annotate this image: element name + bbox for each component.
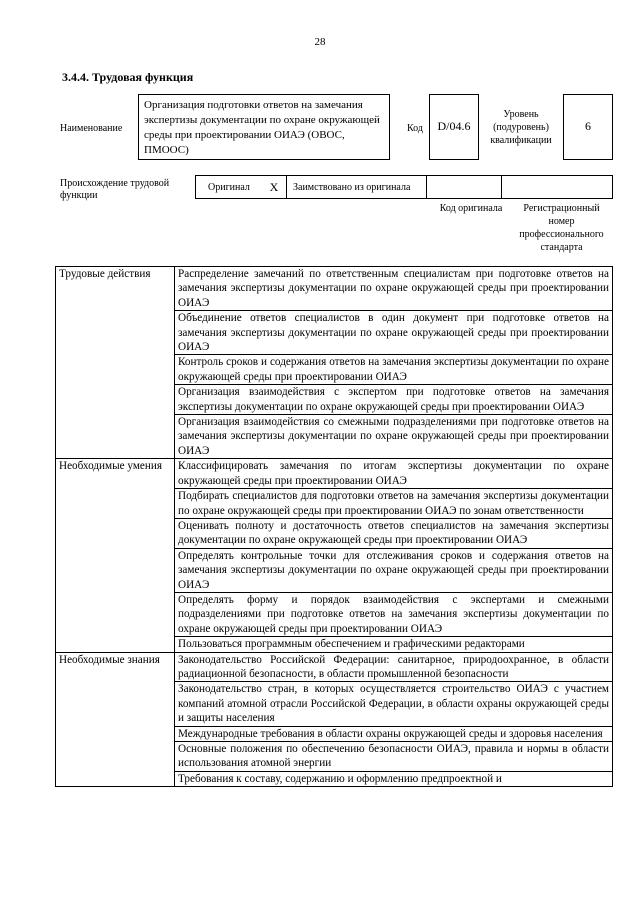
item-cell: Классифицировать замечания по итогам экспертизы документации по охране окружающей среды при проектировании ОИАЭ [175,459,613,489]
origin-reg-cell [501,175,613,199]
item-cell: Объединение ответов специалистов в один документ при подготовке ответов на замечания экспертизы документации по охране окружающей среды при проектировании ОИАЭ [175,311,613,355]
name-label: Наименование [60,123,123,134]
code-original-caption: Код оригинала [439,203,503,214]
item-cell: Подбирать специалистов для подготовки ответов на замечания экспертизы документации по охране окружающей среды при проектировании ОИАЭ по зонам ответственности [175,489,613,519]
item-cell: Международные требования в области охраны окружающей среды и здоровья населения [175,726,613,741]
code-value: D/04.6 [429,94,479,160]
table-row [56,652,613,682]
category-cell: Необходимые умения [56,459,175,652]
item-cell: Законодательство Российской Федерации: санитарное, природоохранное, в области радиационной безопасности, в области промышленной безопасности [175,652,613,682]
item-cell: Распределение замечаний по ответственным специалистам при подготовке ответов на замечания экспертизы документации по охране окружающей среды при проектировании ОИАЭ [175,267,613,311]
origin-mark: X [262,175,286,199]
origin-row [195,175,613,199]
item-cell: Требования к составу, содержанию и оформлению предпроектной и [175,771,613,786]
item-cell: Определять контрольные точки для отслеживания сроков и содержания ответов на замечания экспертизы документации по охране окружающей среды при проектировании ОИАЭ [175,548,613,592]
origin-code-cell [426,175,501,199]
item-cell: Оценивать полноту и достаточность ответов специалистов на замечания экспертизы документации по охране окружающей среды при проектировании ОИАЭ [175,518,613,548]
item-cell: Организация взаимодействия с экспертом при подготовке ответов на замечания экспертизы документации по охране окружающей среды при проектировании ОИАЭ [175,385,613,415]
table-row [56,267,613,311]
item-cell: Законодательство стран, в которых осуществляется строительство ОИАЭ с участием компаний атомной отрасли Российской Федерации, в области охраны окружающей среды и защиты населения [175,682,613,726]
origin-label: Происхождение трудовой функции [60,178,170,201]
item-cell: Контроль сроков и содержания ответов на замечания экспертизы документации по охране окружающей среды при проектировании ОИАЭ [175,355,613,385]
page-number: 28 [314,36,326,48]
table-row [56,459,613,489]
item-cell: Основные положения по обеспечению безопасности ОИАЭ, правила и нормы в области использования атомной энергии [175,742,613,772]
function-table [55,266,613,787]
item-cell: Пользоваться программным обеспечением и графическими редакторами [175,637,613,652]
item-cell: Определять форму и порядок взаимодействия с экспертами и смежными подразделениями при подготовке ответов на замечания экспертизы документации по охране окружающей среды при проектировании ОИАЭ [175,592,613,636]
item-cell: Организация взаимодействия со смежными подразделениями при подготовке ответов на замечания экспертизы документации по охране окружающей среды при проектировании ОИАЭ [175,415,613,459]
category-cell: Трудовые действия [56,267,175,459]
level-value: 6 [563,94,613,160]
origin-borrowed: Заимствовано из оригинала [286,175,426,199]
level-label: Уровень (подуровень) квалификации [490,109,552,146]
code-label: Код [407,123,423,134]
section-title: 3.4.4. Трудовая функция [62,70,194,84]
origin-original: Оригинал [195,175,262,199]
name-value: Организация подготовки ответов на замечания экспертизы документации по охране окружающей среды при проектировании ОИАЭ (ОВОС, ПМООС) [138,94,390,160]
category-cell: Необходимые знания [56,652,175,787]
reg-number-caption: Регистрационный номер профессионального стандарта [519,203,604,253]
